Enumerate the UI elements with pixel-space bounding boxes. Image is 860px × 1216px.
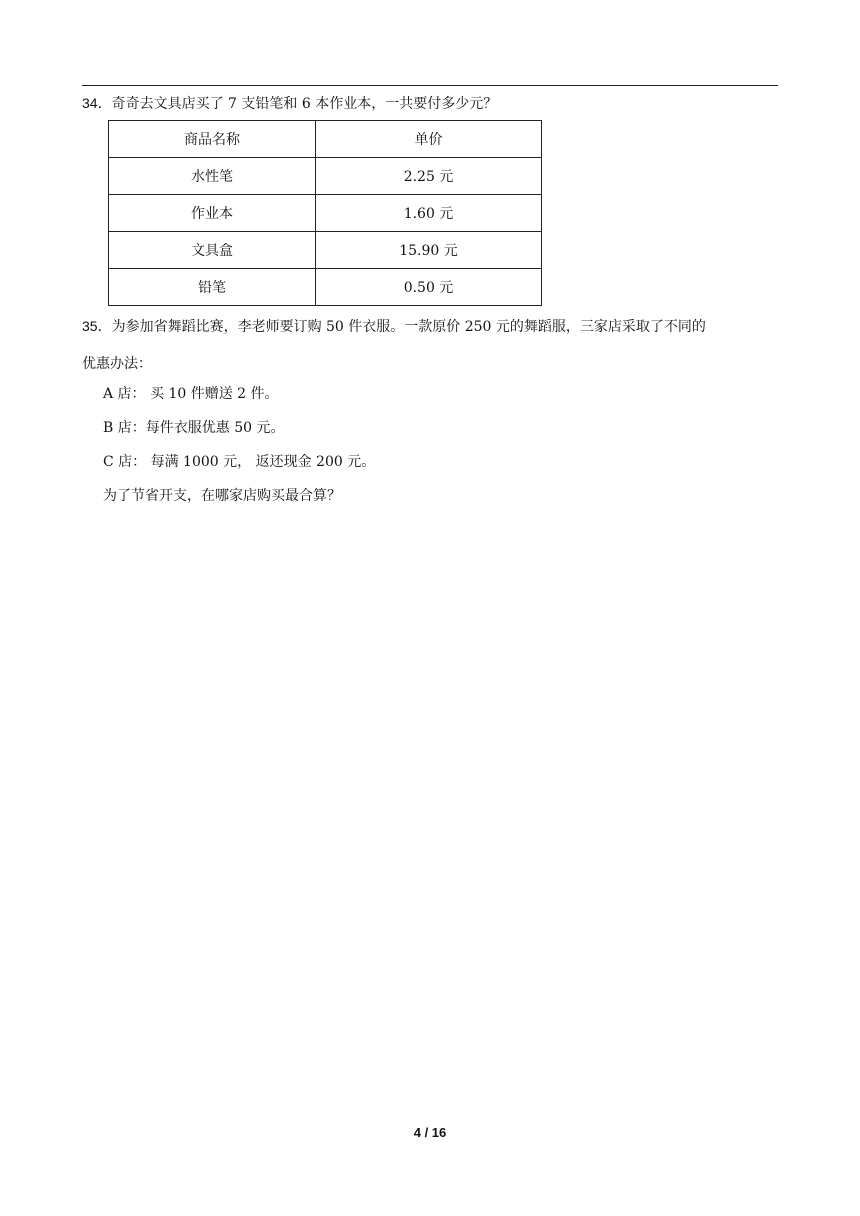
- option-c: C 店： 每满 1000 元， 返还现金 200 元。: [103, 454, 376, 470]
- question-35-number: 35．: [82, 318, 112, 334]
- item-price: 1.60 元: [316, 195, 542, 232]
- item-price: 0.50 元: [316, 269, 542, 306]
- table-header-price: 单价: [316, 121, 542, 158]
- item-name: 水性笔: [109, 158, 316, 195]
- table-row: [109, 232, 542, 269]
- header-rule: [82, 85, 778, 86]
- table-row: [109, 195, 542, 232]
- item-price: 2.25 元: [316, 158, 542, 195]
- question-34: [82, 93, 497, 114]
- table-row: [109, 269, 542, 306]
- table-header-name: 商品名称: [109, 121, 316, 158]
- page-number: 4 / 16: [413, 1125, 447, 1140]
- question-35-line2: 优惠办法：: [82, 356, 152, 372]
- price-table: [108, 120, 542, 306]
- question-35-text: 为参加省舞蹈比赛，李老师要订购 50 件衣服。一款原价 250 元的舞蹈服，三家店采取了不同的: [111, 319, 706, 335]
- question-35-prompt: 为了节省开支，在哪家店购买最合算？: [103, 488, 341, 504]
- table-row: [109, 158, 542, 195]
- question-35-line1: [82, 316, 782, 337]
- item-name: 铅笔: [109, 269, 316, 306]
- item-name: 文具盒: [109, 232, 316, 269]
- option-a: A 店： 买 10 件赠送 2 件。: [103, 386, 279, 402]
- question-34-text: 奇奇去文具店买了 7 支铅笔和 6 本作业本，一共要付多少元？: [111, 96, 498, 112]
- item-price: 15.90 元: [316, 232, 542, 269]
- table-header-row: [109, 121, 542, 158]
- question-34-number: 34．: [82, 95, 112, 111]
- item-name: 作业本: [109, 195, 316, 232]
- option-b: B 店：每件衣服优惠 50 元。: [103, 420, 285, 436]
